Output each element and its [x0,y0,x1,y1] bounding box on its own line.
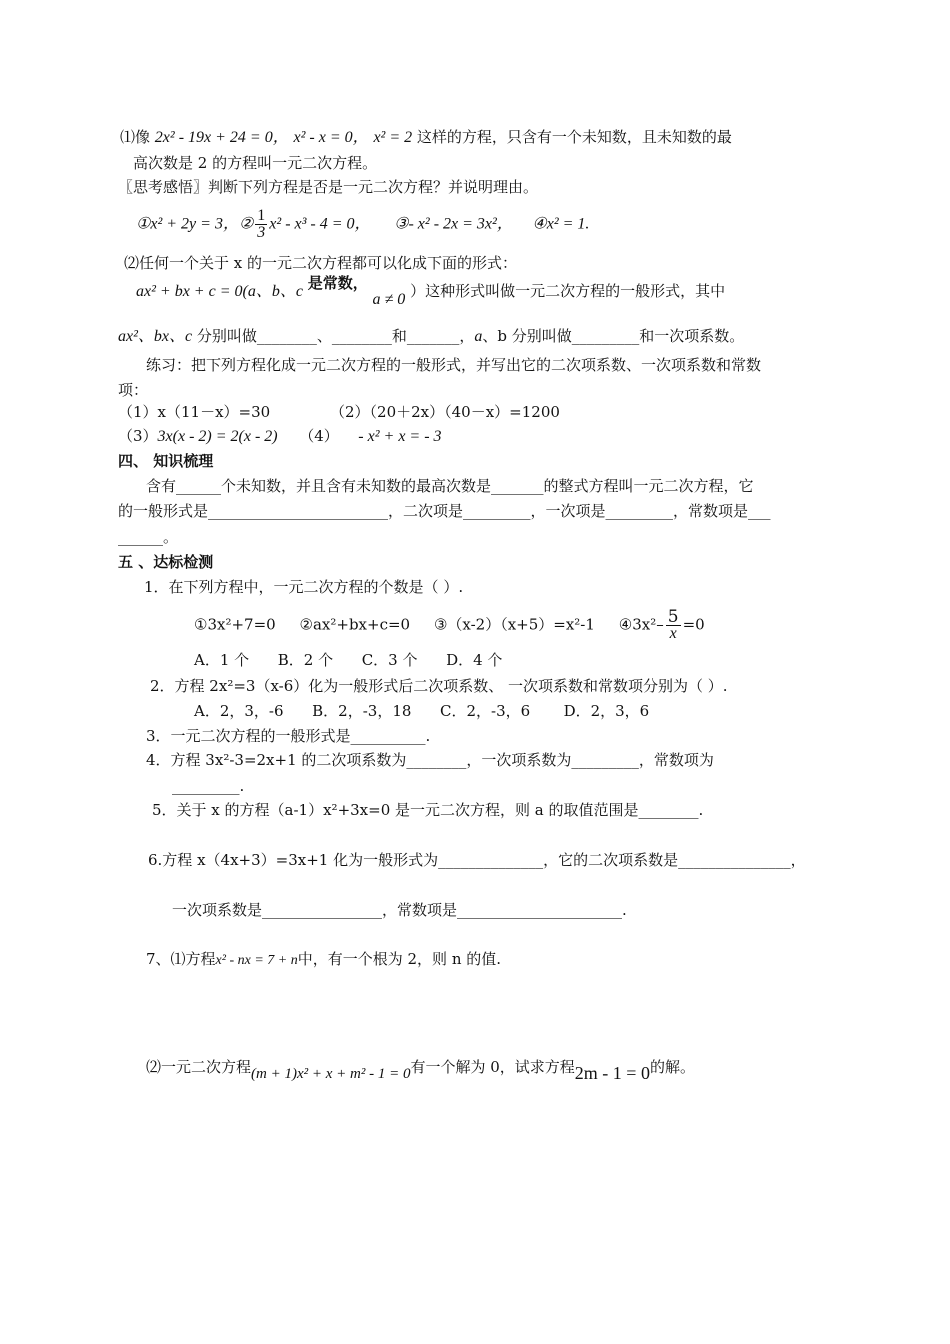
s1-line2: 高次数是 2 的方程叫一元二次方程。 [133,154,378,172]
question-6: 6.方程 x（4x+3）=3x+1 化为一般形式为______________，它的二次项系数是_______________， [148,851,806,869]
question-7-1 [146,949,501,971]
q1-fraction [666,609,681,642]
q7-2-mid: 有一个解为 0，试求方程 [410,1058,575,1076]
terms-text-2: 、b 分别叫做_________和一次项系数。 [482,327,745,345]
question-5: 5．关于 x 的方程（a-1）x²+3x=0 是一元二次方程，则 a 的取值范围是________. [152,801,704,819]
q7-2-suffix: 的解。 [649,1058,695,1076]
q7-2-equation-2: 2m - 1 = 0 [574,1063,650,1083]
section-4-heading: 四、 知识梳理 [118,452,214,470]
question-1-equations [194,609,705,642]
fraction-den: 3 [257,224,266,241]
general-form: ax² + bx + c = 0(a、b、c [136,283,303,300]
equation-a: 2x² - 19x + 24 = 0， [154,129,289,146]
q7-1-suffix: 中，有一个根为 2，则 n 的值. [297,950,502,968]
s1-suffix: 这样的方程，只含有一个未知数，且未知数的最 [416,128,732,146]
general-form-line [136,274,726,308]
exercise-1: （1）x（11－x）=30 [118,403,271,421]
think-equations [136,208,589,241]
summary-line2: 的一般形式是________________________，二次项是_________，一次项是_________，常数项是___ [118,502,771,520]
exercise-4-label: （4） [299,427,339,445]
think-eq-2: x² - x³ - 4 = 0， [269,215,371,233]
s1-prefix: ⑴像 [120,128,151,146]
constant-word: 是常数， [307,274,368,292]
question-1-choices: A．1 个 B．2 个 C．3 个 D．4 个 [194,651,503,669]
practice-line2: 项： [118,381,149,399]
think-eq-1: ①x² + 2y = 3，② [136,215,254,233]
exercise-3: 3x(x - 2) = 2(x - 2) [157,428,278,445]
a-symbol: a [474,328,483,345]
q7-2-prefix: ⑵一元二次方程 [146,1058,252,1076]
s1-line1 [120,127,732,148]
terms-text: 分别叫做________、________和_______， [196,327,475,345]
think-eq-3: ③- x² - 2x = 3x²， [394,215,513,233]
fraction-one-third [255,208,267,241]
fraction-num: 1 [257,207,266,224]
equation-b: x² - x = 0， [293,129,369,146]
exercise-row-1 [118,402,560,422]
terms-math: ax²、bx、c [118,328,193,345]
q7-1-prefix: 7、⑴方程 [146,950,216,968]
section-5-heading: 五 、达标检测 [118,553,214,571]
summary-line1: 含有______个未知数，并且含有未知数的最高次数是_______的整式方程叫一元二次方程，它 [146,477,754,495]
q1-eq-end: =0 [682,615,705,634]
s2-line2-suffix: ）这种形式叫做一元二次方程的一般形式，其中 [410,282,726,300]
question-2-choices: A．2，3，-6 B．2，-3，18 C．2，-3，6 D．2，3，6 [194,702,650,720]
question-4-cont: _________. [172,777,245,795]
summary-line3: ______。 [118,528,179,546]
q7-1-equation: x² - nx = 7 + n [215,953,298,968]
q1-equations: ①3x²+7=0 ②ax²+bx+c=0 ③（x-2）（x+5）=x²-1 ④3x²– [194,615,664,634]
exercise-4: - x² + x = - 3 [358,428,442,445]
exercise-3-label: （3） [118,427,158,445]
exercise-row-2 [118,426,442,447]
question-3: 3．一元二次方程的一般形式是__________. [146,727,431,745]
equation-c: x² = 2 [373,129,413,146]
question-6-cont: 一次项系数是________________，常数项是______________________. [172,901,627,919]
exercise-2: （2）（20＋2x）（40－x）=1200 [330,403,560,421]
question-7-2 [146,1052,695,1082]
q1-fraction-den: x [669,625,677,642]
question-2: 2．方程 2x²=3（x-6）化为一般形式后二次项系数、 一次项系数和常数项分别为（ ）. [150,677,728,695]
question-1: 1．在下列方程中，一元二次方程的个数是（ ）. [144,578,464,596]
a-not-zero: a ≠ 0 [372,291,406,308]
question-4: 4．方程 3x²-3=2x+1 的二次项系数为________，一次项系数为_________，常数项为 [146,751,714,769]
q1-fraction-num: 5 [667,607,679,627]
terms-line [118,326,744,347]
s2-line1: ⑵任何一个关于 x 的一元二次方程都可以化成下面的形式： [124,254,517,272]
practice-line1: 练习：把下列方程化成一元二次方程的一般形式，并写出它的二次项系数、一次项系数和常数 [146,356,762,374]
think-eq-4: ④x² = 1. [532,215,590,233]
think-title: 〖思考感悟〗判断下列方程是否是一元二次方程？并说明理由。 [118,178,539,196]
q7-2-equation: (m + 1)x² + x + m² - 1 = 0 [251,1066,411,1082]
